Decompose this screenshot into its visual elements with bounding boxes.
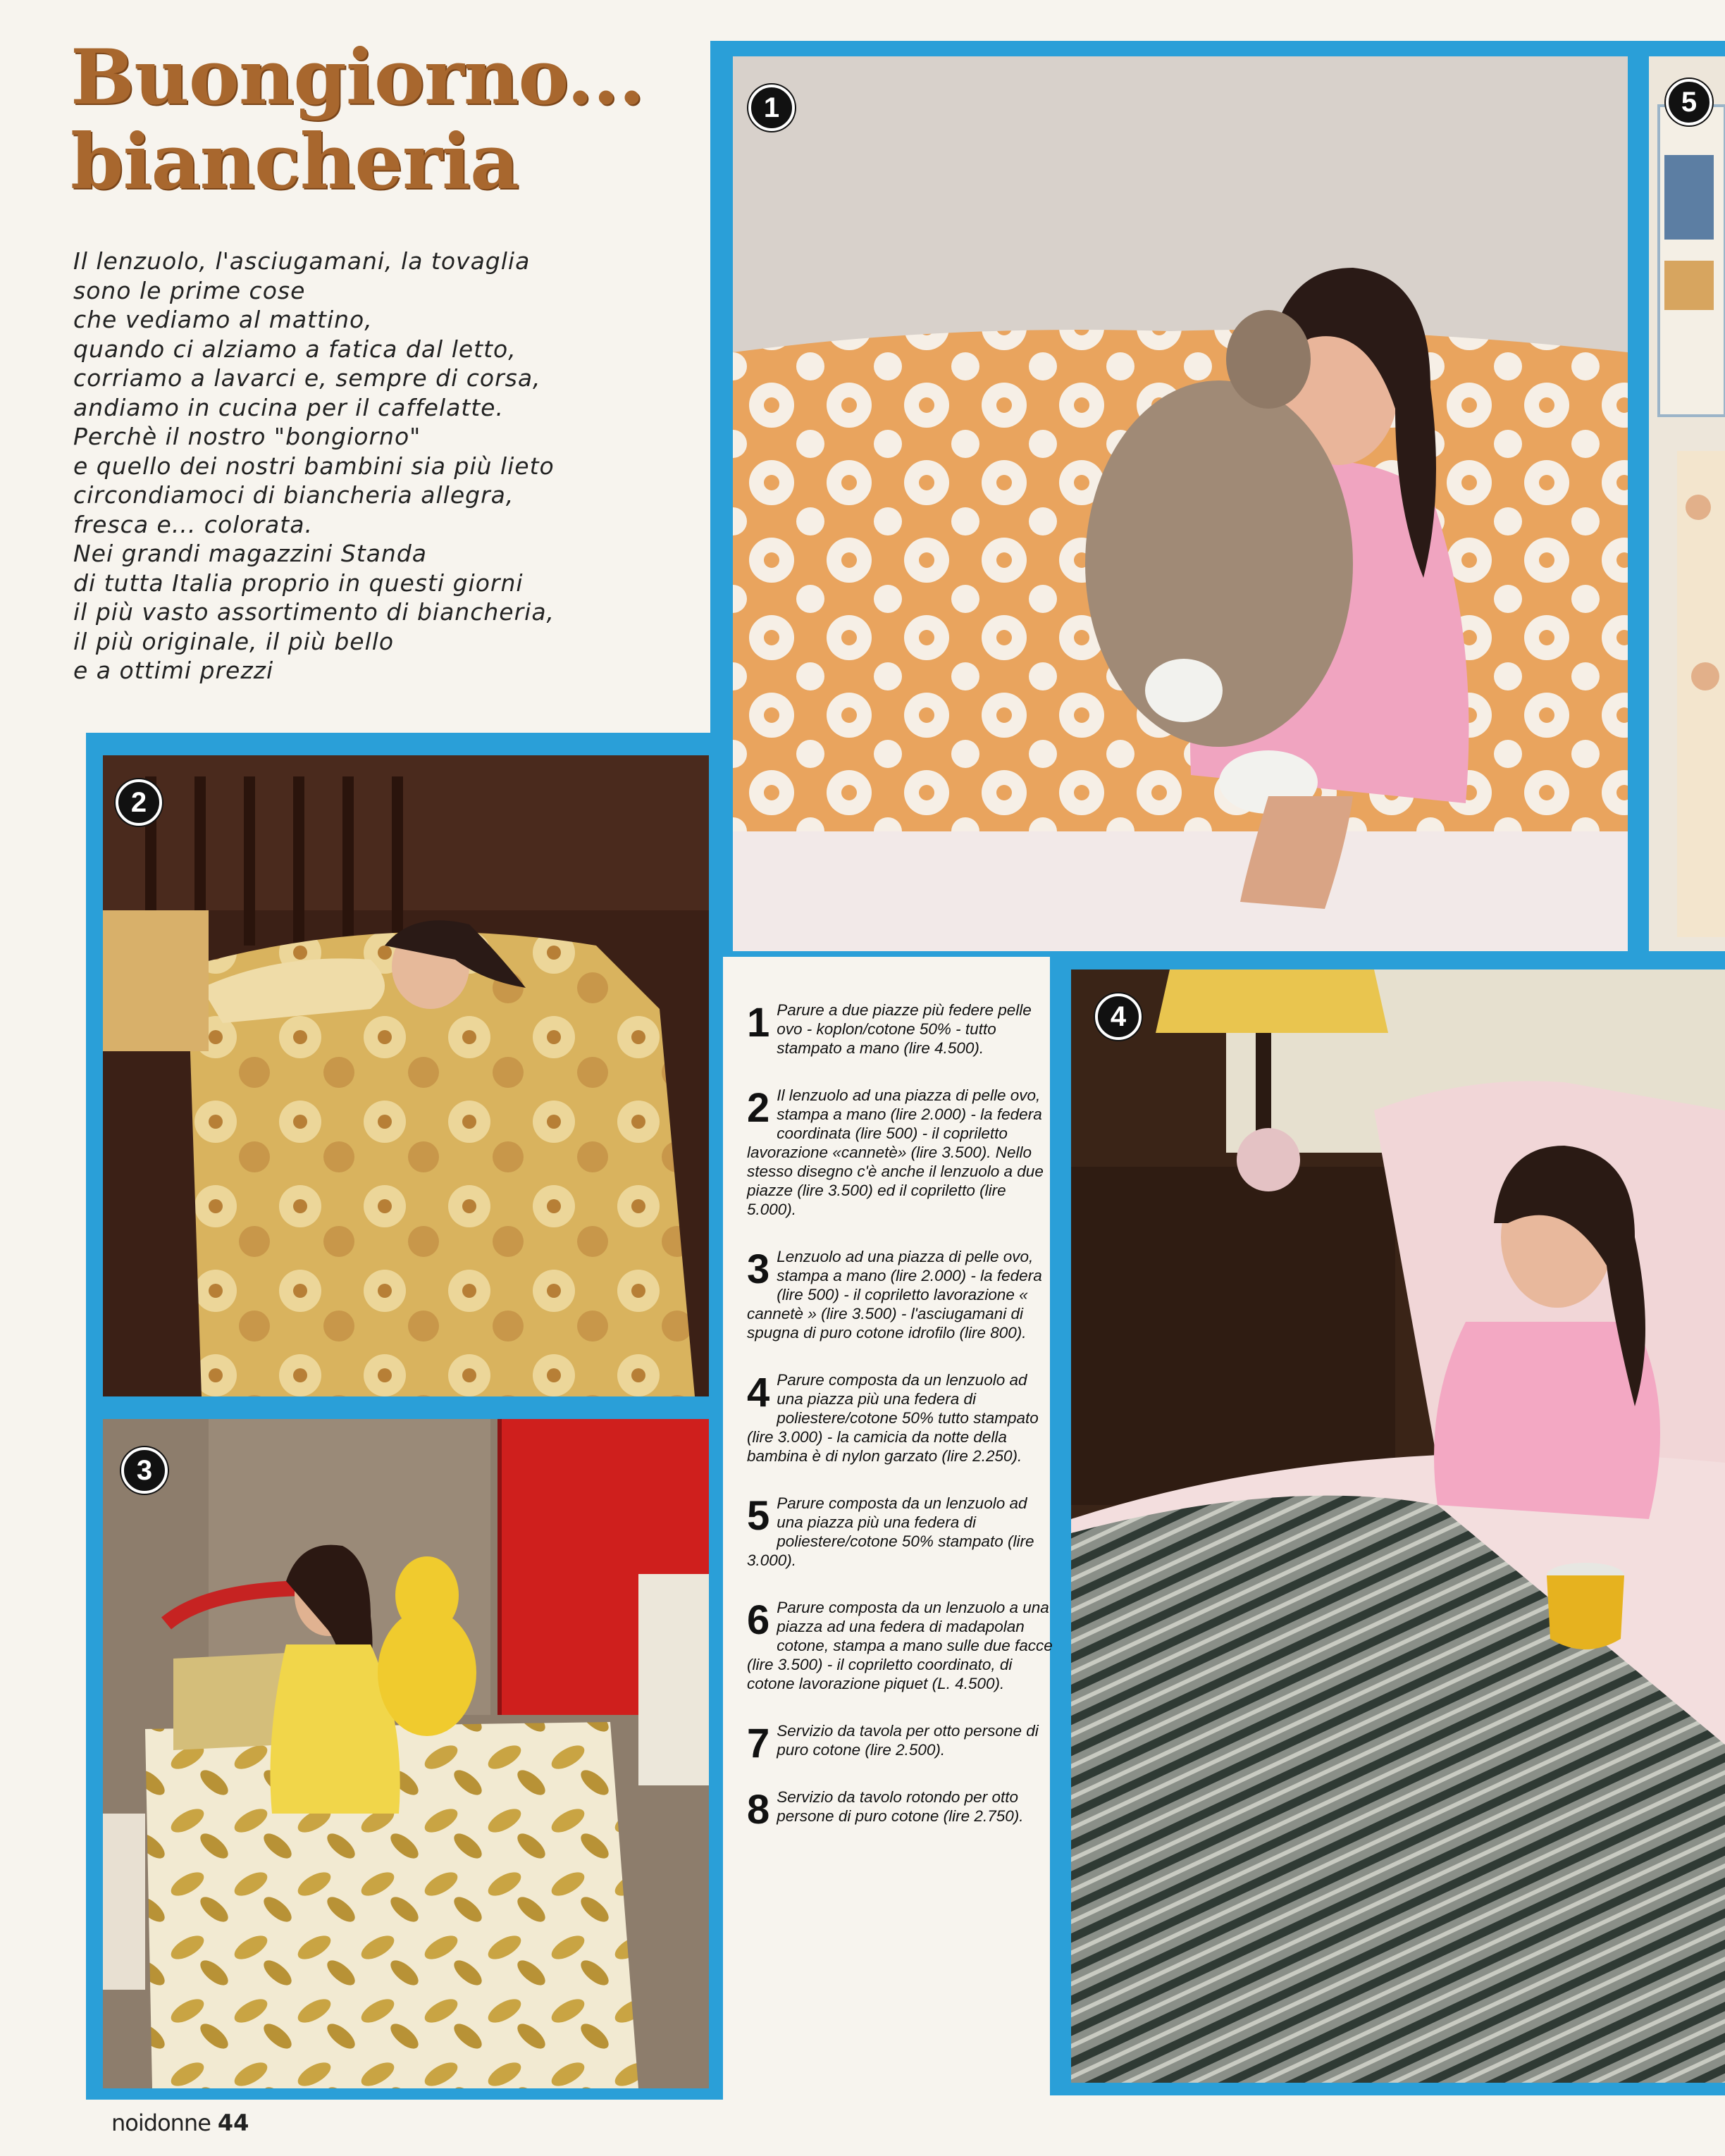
photo-1-illustration bbox=[733, 56, 1628, 951]
intro-line: Nei grandi magazzini Standa bbox=[73, 540, 428, 567]
photo-1-girl-with-teddy bbox=[733, 56, 1628, 951]
intro-line: fresca e... colorata. bbox=[73, 510, 313, 538]
caption-text: Parure composta da un lenzuolo ad una piazza più una federa di poliestere/cotone 50% stampato (lire 3.000). bbox=[747, 1494, 1034, 1569]
caption-number: 6 bbox=[747, 1597, 770, 1643]
intro-line: circondiamoci di biancheria allegra, bbox=[73, 481, 514, 509]
intro-line: Il lenzuolo, l'asciugamani, la tovaglia bbox=[73, 247, 531, 275]
intro-line: il più originale, il più bello bbox=[73, 627, 395, 655]
photo-5-badge: 5 bbox=[1666, 79, 1712, 125]
caption-item bbox=[747, 1247, 1057, 1342]
photo-1-badge: 1 bbox=[748, 85, 795, 131]
caption-item bbox=[747, 1370, 1057, 1466]
photo-4-illustration bbox=[1071, 969, 1725, 2083]
intro-line: Perchè il nostro "bongiorno" bbox=[73, 423, 421, 450]
caption-text: Il lenzuolo ad una piazza di pelle ovo, stampa a mano (lire 2.000) - la federa coordinata (lire 500) - il copriletto lavorazione «cannetè» (lire 3.500). Nello stesso disegno c'è anche il lenzuolo a due piazze (lire 3.500) ed il copriletto (lire 5.000). bbox=[747, 1086, 1044, 1218]
caption-item bbox=[747, 1721, 1057, 1766]
photo-3-girl-with-toy bbox=[103, 1419, 709, 2088]
photo-4-badge: 4 bbox=[1095, 993, 1142, 1040]
title-line-1: Buongiorno... bbox=[70, 33, 645, 122]
caption-text: Lenzuolo ad una piazza di pelle ovo, stampa a mano (lire 2.000) - la federa (lire 500) - il copriletto lavorazione « cannetè » (lire 3.500) - l'asciugamani di spugna di puro cotone idrofilo (lire 800). bbox=[747, 1248, 1042, 1342]
photo-2-sleeping-girl bbox=[103, 755, 709, 1396]
caption-number: 1 bbox=[747, 1000, 770, 1046]
intro-line: corriamo a lavarci e, sempre di corsa, bbox=[73, 364, 541, 392]
caption-text: Parure composta da un lenzuolo a una piazza ad una federa di madapolan cotone, stampa a mano sulle due facce (lire 3.500) - il copriletto coordinato, di cotone lavorazione piquet (L. 4.500). bbox=[747, 1599, 1053, 1692]
caption-number: 4 bbox=[747, 1370, 770, 1415]
photo-4-girl-with-mug bbox=[1071, 969, 1725, 2083]
caption-item bbox=[747, 1000, 1057, 1058]
caption-item bbox=[747, 1494, 1057, 1570]
intro-line: di tutta Italia proprio in questi giorni bbox=[73, 569, 524, 597]
page-footer bbox=[111, 2109, 249, 2136]
intro-line: quando ci alziamo a fatica dal letto, bbox=[73, 335, 517, 363]
caption-text: Parure a due piazze più federe pelle ovo - koplon/cotone 50% - tutto stampato a mano (lire 4.500). bbox=[777, 1001, 1032, 1057]
captions-column bbox=[747, 1000, 1057, 1854]
caption-text: Servizio da tavolo rotondo per otto persone di puro cotone (lire 2.750). bbox=[777, 1788, 1024, 1825]
caption-number: 3 bbox=[747, 1246, 770, 1292]
magazine-logo: noidonne bbox=[111, 2109, 211, 2136]
caption-item bbox=[747, 1598, 1057, 1693]
caption-item bbox=[747, 1787, 1057, 1833]
intro-line: sono le prime cose bbox=[73, 276, 306, 304]
photo-3-illustration bbox=[103, 1419, 709, 2088]
caption-number: 2 bbox=[747, 1085, 770, 1131]
caption-item bbox=[747, 1086, 1057, 1219]
intro-paragraph bbox=[73, 247, 693, 686]
intro-line: andiamo in cucina per il caffelatte. bbox=[73, 393, 504, 421]
photo-2-illustration bbox=[103, 755, 709, 1396]
intro-line: e quello dei nostri bambini sia più lieto bbox=[73, 452, 555, 480]
title-line-2: biancheria bbox=[70, 118, 519, 206]
photo-5-illustration bbox=[1649, 56, 1725, 951]
caption-number: 8 bbox=[747, 1787, 770, 1833]
photo-5-partial bbox=[1649, 56, 1725, 951]
article-title bbox=[70, 35, 644, 204]
intro-line: il più vasto assortimento di biancheria, bbox=[73, 598, 555, 626]
photo-2-badge: 2 bbox=[116, 779, 162, 826]
page-number: 44 bbox=[217, 2109, 249, 2136]
caption-text: Parure composta da un lenzuolo ad una piazza più una federa di poliestere/cotone 50% tutto stampato (lire 3.000) - la camicia da notte della bambina è di nylon garzato (lire 2.250). bbox=[747, 1371, 1039, 1465]
intro-line: e a ottimi prezzi bbox=[73, 657, 274, 684]
caption-number: 7 bbox=[747, 1721, 770, 1766]
intro-line: che vediamo al mattino, bbox=[73, 306, 373, 333]
caption-number: 5 bbox=[747, 1493, 770, 1539]
caption-text: Servizio da tavola per otto persone di puro cotone (lire 2.500). bbox=[777, 1722, 1039, 1759]
photo-3-badge: 3 bbox=[121, 1447, 168, 1494]
